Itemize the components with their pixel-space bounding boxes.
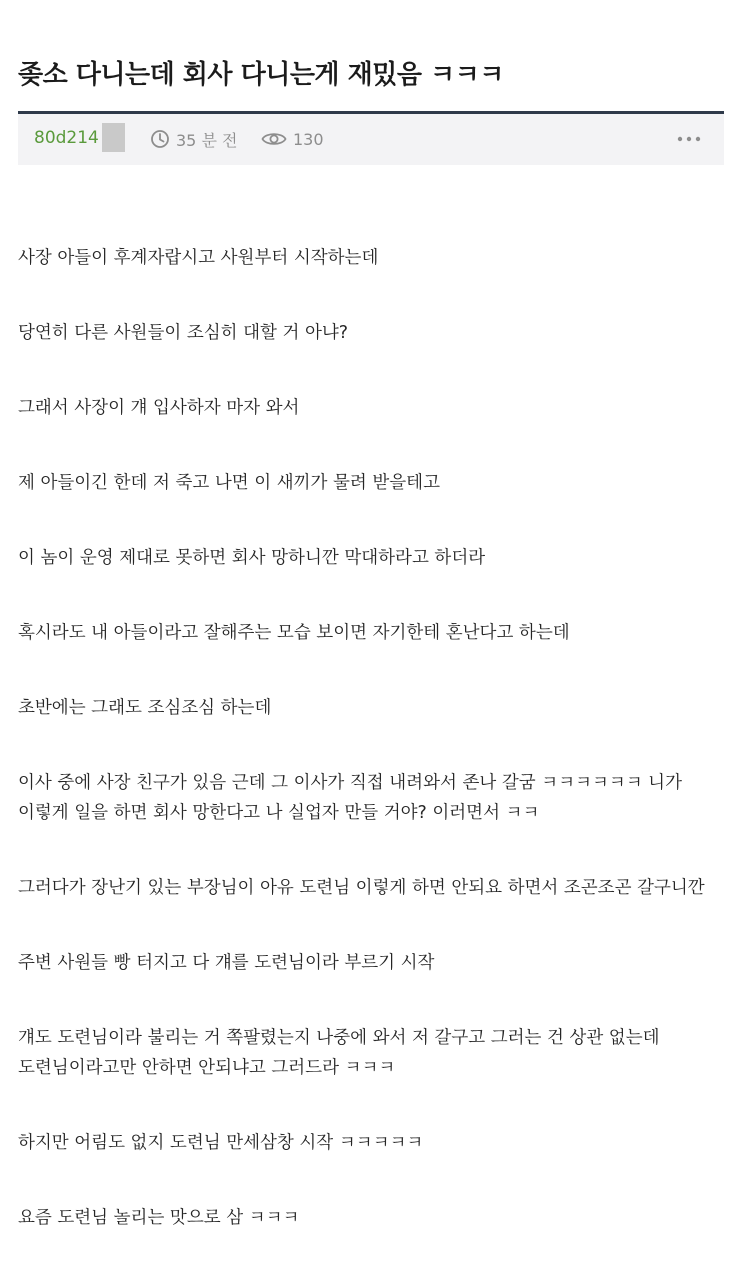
view-count-label: 130: [293, 129, 324, 149]
more-options-button[interactable]: [676, 126, 702, 152]
post-paragraph: 당연히 다른 사원들이 조심히 대할 거 아냐?: [18, 323, 349, 343]
author-redaction-block: [102, 123, 125, 152]
eye-icon: [261, 130, 287, 148]
post-paragraph: 그래서 사장이 걔 입사하자 마자 와서: [18, 398, 300, 418]
post-time-label: 35 분 전: [176, 130, 238, 150]
post-meta-bar: [18, 114, 724, 165]
post-paragraph: 주변 사원들 빵 터지고 다 걔를 도련님이라 부르기 시작: [18, 953, 435, 973]
clock-icon: [150, 129, 170, 149]
post-paragraph: 이사 중에 사장 친구가 있음 근데 그 이사가 직접 내려와서 존나 갈굼 ㅋㅋㅋㅋㅋㅋ 니가 이렇게 일을 하면 회사 망한다고 나 실업자 만들 거야? 이러면서 ㅋㅋ: [18, 773, 682, 823]
post-paragraph: 제 아들이긴 한데 저 죽고 나면 이 새끼가 물려 받을테고: [18, 473, 440, 493]
author-name[interactable]: 80d214: [34, 128, 99, 148]
post-time: [150, 127, 237, 151]
post-paragraph: 혹시라도 내 아들이라고 잘해주는 모습 보이면 자기한테 혼난다고 하는데: [18, 623, 570, 643]
post-paragraph: 하지만 어림도 없지 도련님 만세삼창 시작 ㅋㅋㅋㅋㅋ: [18, 1133, 424, 1153]
more-horizontal-icon: [677, 136, 701, 142]
view-count: [261, 127, 324, 151]
post-body: [18, 243, 718, 1278]
post-paragraph: 이 놈이 운영 제대로 못하면 회사 망하니깐 막대하라고 하더라: [18, 548, 486, 568]
post-paragraph: 초반에는 그래도 조심조심 하는데: [18, 698, 272, 718]
post-title: 좆소 다니는데 회사 다니는게 재밌음 ㅋㅋㅋ: [18, 60, 504, 90]
post-paragraph: 요즘 도련님 놀리는 맛으로 삼 ㅋㅋㅋ: [18, 1208, 300, 1228]
post-paragraph: 걔도 도련님이라 불리는 거 쪽팔렸는지 나중에 와서 저 갈구고 그러는 건 상관 없는데 도련님이라고만 안하면 안되냐고 그러드라 ㅋㅋㅋ: [18, 1028, 660, 1078]
post-paragraph: 사장 아들이 후계자랍시고 사원부터 시작하는데: [18, 248, 379, 268]
post-paragraph: 그러다가 장난기 있는 부장님이 아유 도련님 이렇게 하면 안되요 하면서 조곤조곤 갈구니깐: [18, 878, 705, 898]
